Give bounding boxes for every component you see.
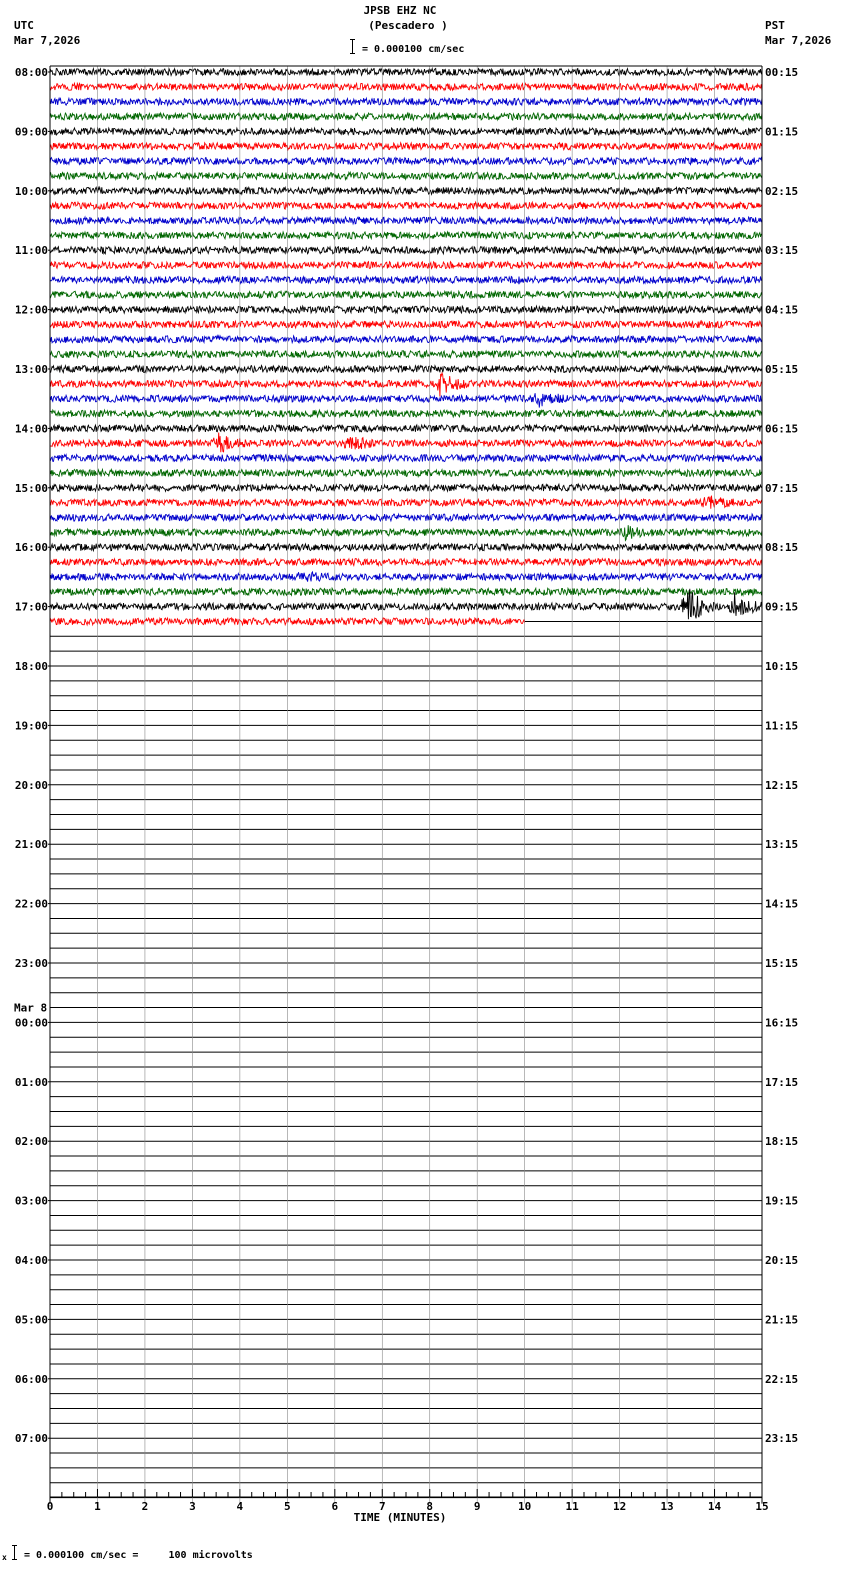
pst-hour-label: 08:15	[765, 541, 799, 555]
trace-row	[50, 217, 762, 224]
utc-hour-label: 17:00	[14, 600, 48, 614]
trace-row	[50, 455, 762, 462]
trace-row	[50, 173, 762, 180]
trace-row	[50, 83, 762, 90]
pst-hour-label: 04:15	[765, 303, 799, 317]
trace-row	[50, 410, 762, 417]
trace-row	[50, 514, 762, 521]
trace-row	[50, 158, 762, 165]
trace-row	[50, 98, 762, 105]
trace-row	[50, 321, 762, 328]
utc-hour-label: 15:00	[14, 481, 48, 495]
pst-hour-label: 05:15	[765, 363, 799, 376]
x-tick-label: 0	[46, 1500, 54, 1513]
utc-hour-label: 23:00	[14, 957, 48, 970]
trace-row	[50, 143, 762, 150]
traces-group	[50, 69, 762, 625]
trace-row	[50, 232, 762, 239]
trace-row	[50, 128, 762, 135]
x-tick-label: 15	[755, 1500, 769, 1513]
footer-scale-note: = 0.000100 cm/sec = 100 microvolts	[24, 1550, 253, 1561]
utc-hour-label: 11:00	[14, 244, 48, 258]
x-tick-label: 9	[473, 1500, 481, 1513]
pst-hour-label: 06:15	[765, 422, 799, 436]
x-tick-label: 1	[94, 1500, 101, 1513]
utc-hour-label: 01:00	[14, 1075, 48, 1089]
utc-hour-label: 12:00	[14, 303, 48, 317]
pst-hour-label: 10:15	[765, 660, 799, 673]
trace-row	[50, 373, 762, 397]
pst-hour-label: 16:15	[765, 1016, 799, 1030]
trace-row	[50, 202, 762, 209]
trace-row	[50, 306, 762, 313]
utc-hour-label: 00:00	[14, 1016, 48, 1030]
trace-row	[50, 351, 762, 358]
trace-row	[50, 470, 762, 477]
x-axis-group	[47, 1489, 769, 1524]
trace-row	[50, 276, 762, 283]
pst-hour-label: 12:15	[765, 778, 799, 792]
utc-hour-label: 21:00	[14, 838, 48, 852]
x-tick-label: 14	[707, 1500, 722, 1513]
right-timezone: PST	[765, 19, 785, 32]
footer-scale-bar-icon	[12, 1545, 17, 1560]
pst-hour-label: 00:15	[765, 66, 799, 79]
trace-row	[50, 69, 762, 76]
trace-row	[50, 262, 762, 269]
utc-hour-label: 19:00	[14, 719, 48, 733]
pst-hour-label: 23:15	[765, 1432, 799, 1446]
utc-hour-label: 08:00	[14, 66, 48, 79]
utc-hour-label: 05:00	[14, 1313, 48, 1327]
trace-row	[50, 113, 762, 120]
x-tick-label: 10	[518, 1500, 532, 1513]
left-date: Mar 7,2026	[14, 34, 81, 47]
trace-row	[50, 433, 762, 453]
pst-hour-label: 02:15	[765, 184, 799, 198]
pst-hour-label: 01:15	[765, 125, 799, 139]
pst-hour-label: 22:15	[765, 1372, 799, 1386]
pst-hour-label: 20:15	[765, 1254, 799, 1267]
pst-hour-label: 21:15	[765, 1313, 799, 1327]
pst-hour-label: 03:15	[765, 244, 799, 258]
utc-hour-label: 18:00	[14, 660, 48, 673]
pst-hour-label: 17:15	[765, 1075, 799, 1089]
trace-row	[50, 496, 762, 509]
trace-row	[50, 247, 762, 254]
utc-hour-label: 03:00	[14, 1194, 48, 1208]
utc-hour-label: 20:00	[14, 778, 48, 792]
trace-row	[50, 525, 762, 540]
x-tick-label: 2	[141, 1500, 149, 1513]
utc-hour-label: 04:00	[14, 1254, 48, 1267]
footer-marker: x	[2, 1553, 7, 1562]
utc-hour-label: 13:00	[14, 363, 48, 376]
trace-row	[50, 291, 762, 298]
utc-hour-label: 06:00	[14, 1372, 48, 1386]
utc-hour-label: 09:00	[14, 125, 48, 139]
pst-hour-label: 13:15	[765, 838, 799, 852]
trace-row	[50, 588, 762, 595]
trace-row	[50, 366, 762, 373]
x-tick-label: 13	[660, 1500, 674, 1513]
x-tick-label: 3	[189, 1500, 196, 1513]
x-tick-label: 11	[565, 1500, 579, 1513]
trace-row	[50, 484, 762, 491]
trace-row	[50, 544, 762, 551]
trace-row	[50, 425, 762, 432]
utc-hour-label: 02:00	[14, 1135, 48, 1149]
right-date: Mar 7,2026	[765, 34, 832, 47]
x-tick-label: 7	[378, 1500, 386, 1513]
pst-hour-label: 19:15	[765, 1194, 799, 1208]
utc-hour-label: 07:00	[14, 1432, 48, 1446]
pst-hour-label: 18:15	[765, 1135, 799, 1149]
trace-row	[50, 187, 762, 194]
trace-row	[50, 559, 762, 566]
x-tick-label: 8	[426, 1500, 434, 1513]
trace-row	[50, 393, 762, 407]
utc-date-change-label: Mar 8	[14, 1001, 48, 1015]
station-location: (Pescadero )	[368, 19, 448, 32]
pst-hour-label: 07:15	[765, 481, 799, 495]
pst-hour-label: 11:15	[765, 719, 799, 733]
trace-row	[50, 572, 762, 582]
station-title: JPSB EHZ NC	[363, 4, 437, 17]
left-timezone: UTC	[14, 19, 34, 32]
utc-hour-label: 14:00	[14, 422, 48, 436]
pst-hour-label: 15:15	[765, 957, 799, 970]
x-tick-label: 5	[284, 1500, 291, 1513]
x-axis-title: TIME (MINUTES)	[353, 1511, 447, 1524]
x-tick-label: 4	[236, 1500, 244, 1513]
pst-hour-label: 09:15	[765, 600, 799, 614]
x-tick-label: 12	[612, 1500, 627, 1513]
utc-hour-label: 22:00	[14, 897, 48, 911]
pst-hour-label: 14:15	[765, 897, 799, 911]
trace-row	[50, 336, 762, 343]
utc-hour-label: 10:00	[14, 184, 48, 198]
scale-label: = 0.000100 cm/sec	[362, 44, 465, 55]
x-tick-label: 6	[331, 1500, 339, 1513]
utc-hour-label: 16:00	[14, 541, 48, 555]
